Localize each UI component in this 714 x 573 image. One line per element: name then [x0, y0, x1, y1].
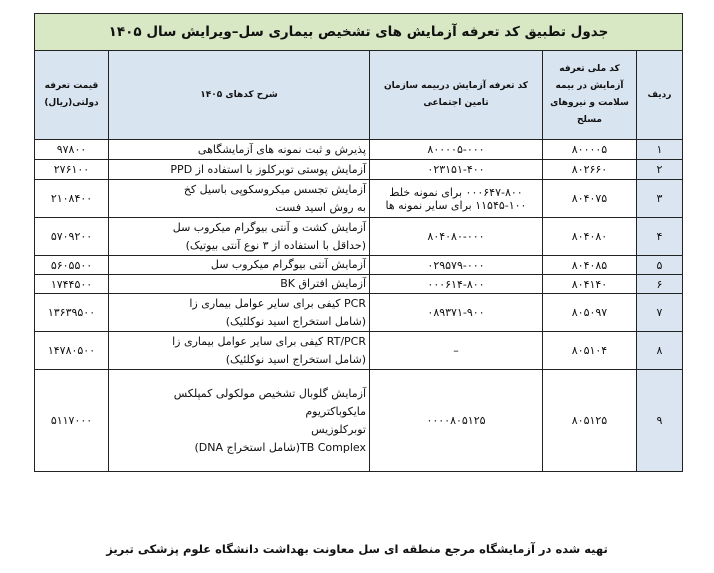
sso-code-line: ۸۰۴۰۸۰-۰۰۰ — [427, 230, 485, 243]
description-cell — [109, 275, 370, 294]
table-row — [35, 294, 683, 332]
national-code-cell: ۸۰۴۱۴۰ — [543, 275, 637, 294]
row-number-cell: ۶ — [637, 275, 683, 294]
description-line: آزمایش کشت و آنتی بیوگرام میکروب سل — [172, 220, 366, 234]
header-sso-code: کد تعرفه آزمایش دربیمه سازمان تامین اجتماعی — [370, 51, 543, 140]
price-cell: ۹۷۸۰۰ — [35, 140, 109, 160]
description-cell — [109, 140, 370, 160]
description-cell — [109, 332, 370, 370]
price-cell: ۲۷۶۱۰۰ — [35, 160, 109, 180]
row-number-cell: ۷ — [637, 294, 683, 332]
tariff-table-sheet — [34, 13, 682, 472]
sso-code-cell — [370, 332, 543, 370]
price-cell: ۵۷۰۹۲۰۰ — [35, 218, 109, 256]
national-code-cell: ۸۰۲۶۶۰ — [543, 160, 637, 180]
description-line: (شامل استخراج اسید نوکلئیک) — [225, 352, 366, 366]
sso-code-line: ۰۲۳۱۵۱-۴۰۰ — [427, 163, 485, 176]
row-number-cell: ۸ — [637, 332, 683, 370]
description-line: آزمایش گلوبال تشخیص مولکولی کمپلکس مایکوباکتریوم — [173, 386, 366, 418]
sso-code-line: ۰۰۰۶۴۷-۸۰۰ برای نمونه خلط — [389, 185, 523, 199]
sso-code-line: ۰۸۹۳۷۱-۹۰۰ — [427, 306, 485, 319]
description-cell — [109, 256, 370, 275]
description-line: آزمایش افتراق BK — [280, 277, 366, 290]
description-line: PCR کیفی برای سایر عوامل بیماری زا — [189, 296, 366, 310]
row-number-cell: ۱ — [637, 140, 683, 160]
sso-code-cell — [370, 180, 543, 218]
header-price: قیمت تعرفه دولتی(ریال) — [35, 51, 109, 140]
table-row — [35, 275, 683, 294]
description-line: به روش اسید فست — [275, 200, 366, 214]
price-cell: ۲۱۰۸۴۰۰ — [35, 180, 109, 218]
description-line: TB Complex(شامل استخراج DNA) — [194, 440, 366, 454]
national-code-cell: ۸۰۴۰۷۵ — [543, 180, 637, 218]
sso-code-cell — [370, 160, 543, 180]
table-body — [35, 140, 683, 472]
table-row — [35, 160, 683, 180]
national-code-cell: ۸۰۴۰۸۵ — [543, 256, 637, 275]
price-cell: ۵۱۱۷۰۰۰ — [35, 370, 109, 472]
description-line: RT/PCR کیفی برای سایر عوامل بیماری زا — [172, 334, 366, 348]
header-description: شرح کدهای ۱۴۰۵ — [109, 51, 370, 140]
description-line: آزمایش آنتی بیوگرام میکروب سل — [210, 258, 366, 271]
sso-code-cell — [370, 256, 543, 275]
footer-note: تهیه شده در آزمایشگاه مرجع منطقه ای سل معاونت بهداشت دانشگاه علوم پزشکی تبریز — [106, 542, 608, 556]
header-row — [35, 51, 683, 140]
description-line: (شامل استخراج اسید نوکلئیک) — [225, 314, 366, 328]
sso-code-cell — [370, 294, 543, 332]
table-row — [35, 180, 683, 218]
description-line: (حداقل با استفاده از ۳ نوع آنتی بیوتیک) — [185, 238, 366, 252]
sso-code-line: ۰۲۹۵۷۹-۰۰۰ — [427, 258, 485, 272]
table-title: جدول تطبیق کد تعرفه آزمایش های تشخیص بیماری سل–ویرایش سال ۱۴۰۵ — [35, 14, 683, 51]
table-row — [35, 140, 683, 160]
national-code-cell: ۸۰۵۰۹۷ — [543, 294, 637, 332]
sso-code-line: ۰۰۰۶۱۴-۸۰۰ — [427, 277, 485, 291]
price-cell: ۱۳۶۳۹۵۰۰ — [35, 294, 109, 332]
price-cell: ۱۷۴۴۵۰۰ — [35, 275, 109, 294]
sso-code-line: ۸۰۰۰۰۵-۰۰۰ — [427, 143, 485, 156]
description-cell — [109, 370, 370, 472]
row-number-cell: ۴ — [637, 218, 683, 256]
national-code-cell: ۸۰۴۰۸۰ — [543, 218, 637, 256]
description-line: آزمایش تجسس میکروسکوپی باسیل کخ — [183, 182, 366, 196]
national-code-cell: ۸۰۵۱۰۴ — [543, 332, 637, 370]
table-row — [35, 218, 683, 256]
sso-code-cell — [370, 218, 543, 256]
national-code-cell: ۸۰۵۱۲۵ — [543, 370, 637, 472]
price-cell: ۵۶۰۵۵۰۰ — [35, 256, 109, 275]
description-line: توبرکلوزیس — [311, 422, 366, 436]
sso-code-line: ۰۰۰۰۸۰۵۱۲۵ — [426, 414, 486, 427]
row-number-cell: ۲ — [637, 160, 683, 180]
description-cell — [109, 294, 370, 332]
description-cell — [109, 218, 370, 256]
row-number-cell: ۹ — [637, 370, 683, 472]
description-cell — [109, 160, 370, 180]
header-national-code: کد ملی تعرفه آزمایش در بیمه سلامت و نیروهای مسلح — [543, 51, 637, 140]
row-number-cell: ۵ — [637, 256, 683, 275]
sso-code-line: ۱۱۵۴۵-۱۰۰ برای سایر نمونه ها — [385, 198, 527, 212]
description-cell — [109, 180, 370, 218]
sso-code-cell — [370, 370, 543, 472]
sso-code-cell — [370, 140, 543, 160]
price-cell: ۱۴۷۸۰۵۰۰ — [35, 332, 109, 370]
table-row — [35, 370, 683, 472]
table-row — [35, 256, 683, 275]
row-number-cell: ۳ — [637, 180, 683, 218]
header-row-number: ردیف — [637, 51, 683, 140]
tariff-table — [34, 13, 683, 472]
sso-code-cell — [370, 275, 543, 294]
table-row — [35, 332, 683, 370]
description-line: پذیرش و ثبت نمونه های آزمایشگاهی — [197, 142, 366, 156]
sso-code-line: – — [453, 344, 459, 357]
title-row — [35, 14, 683, 51]
description-line: آزمایش پوستی توبرکلوز با استفاده از PPD — [170, 162, 366, 176]
national-code-cell: ۸۰۰۰۰۵ — [543, 140, 637, 160]
